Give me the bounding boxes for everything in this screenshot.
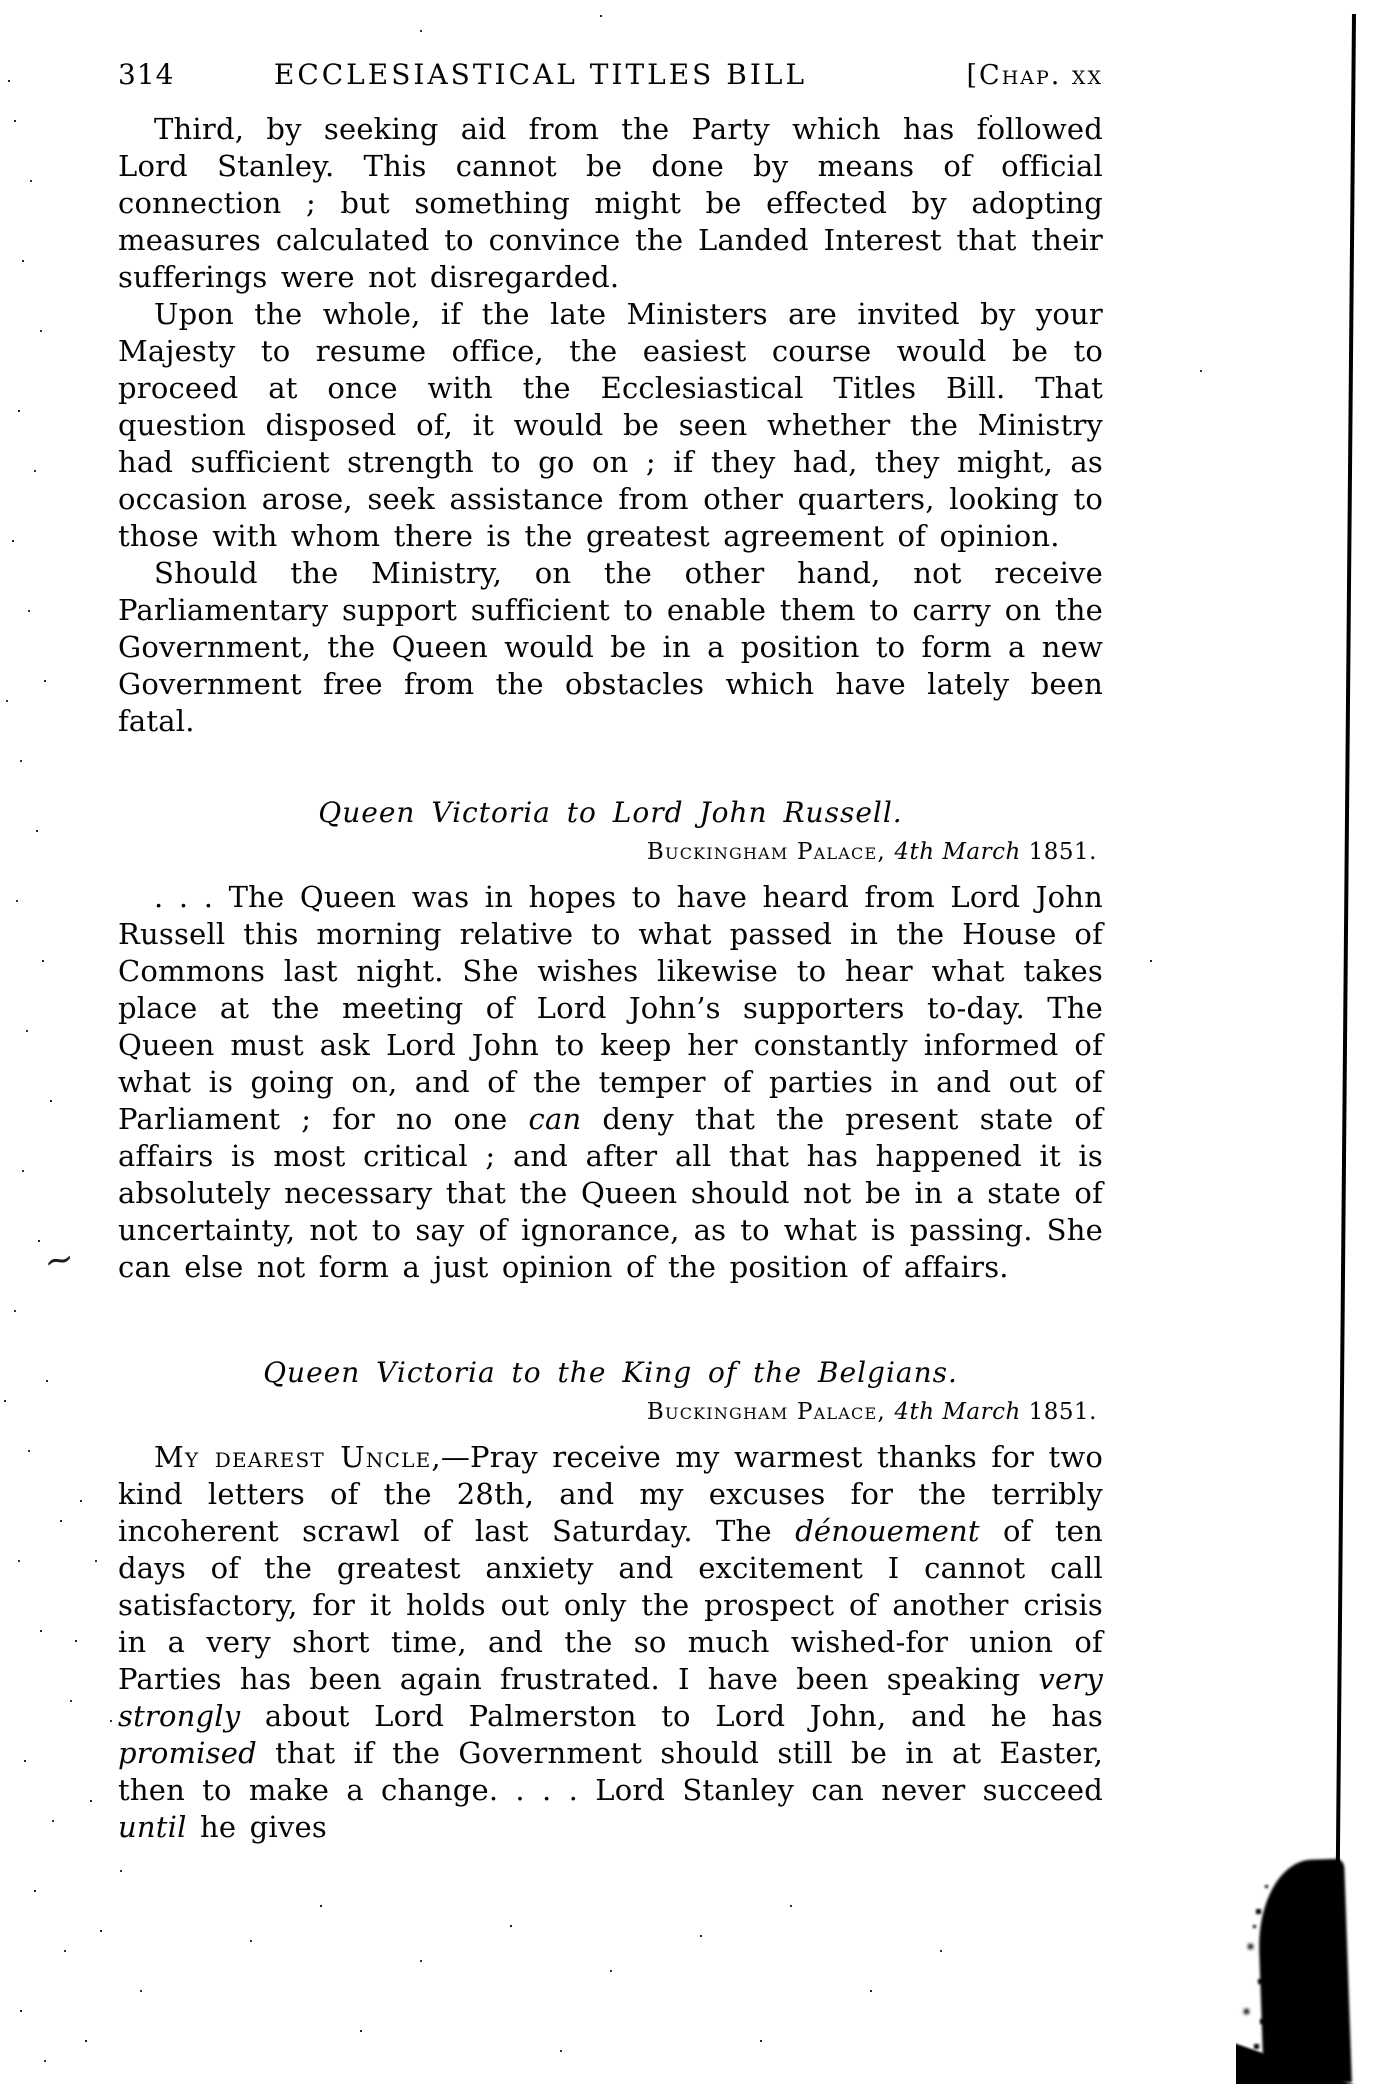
memo-paragraph-2: Upon the whole, if the late Ministers are invited by your Majesty to resume office, the easiest course would be to proceed at once with the Ecclesiastical Titles Bill. That question disposed of, it would be seen whether the Ministry had sufficient strength to go on ; if they had, they might, as occasion arose, seek assistance from other quarters, looking to those with whom there is the greatest agreement of opinion.: [118, 297, 1103, 553]
page-edge-line: [1334, 14, 1356, 2084]
scan-noise-speckles: [0, 0, 2, 2]
letter-body: My dearest Uncle,—Pray receive my warmest thanks for two kind letters of the 28th, and my excuses for the terribly incoherent scrawl of last Saturday. The dénouement of ten days of the greatest anxiety and excitement I cannot call satisfactory, for it holds out only the prospect of another crisis in a very short time, and the so much wished-for union of Parties has been again frustrated. I have been speaking very strongly about Lord Palmerston to Lord John, and he has promised that if the Government should still be in at Easter, then to make a change. . . . Lord Stanley can never succeed until he gives: [118, 1440, 1103, 1844]
letter-dateline: Buckingham Palace, 4th March 1851.: [646, 839, 1097, 865]
memo-paragraph-3: Should the Ministry, on the other hand, not receive Parliamentary support sufficient to enable them to carry on the Government, the Queen would be in a position to form a new Government free from the obstacles which have lately been fatal.: [118, 556, 1103, 738]
pen-mark: ∼: [40, 1237, 79, 1284]
page-content: [118, 58, 1103, 1846]
ink-blot-fringe: [1263, 1850, 1266, 1853]
letter-body: . . . The Queen was in hopes to have heard from Lord John Russell this morning relative to what passed in the House of Commons last night. She wishes likewise to hear what takes place at the meeting of Lord John’s supporters to-day. The Queen must ask Lord John to keep her constantly informed of what is going on, and of the temper of parties in and out of Parliament ; for no one can deny that the present state of affairs is most critical ; and after all that has happened it is absolutely necessary that the Queen should not be in a state of uncertainty, not to say of ignorance, as to what is passing. She can else not form a just opinion of the position of affairs.: [118, 880, 1103, 1284]
running-title: ECCLESIASTICAL TITLES BILL: [273, 58, 808, 91]
memo-paragraph-1: Third, by seeking aid from the Party which has followed Lord Stanley. This cannot be done by means of official connection ; but something might be effected by adopting measures calculated to convince the Landed Interest that their sufferings were not disregarded.: [118, 112, 1103, 294]
letter-heading: Queen Victoria to the King of the Belgians.: [263, 1356, 958, 1389]
chapter-label: [Chap. xx: [966, 60, 1103, 91]
page-header: [118, 58, 1103, 91]
letter-heading: Queen Victoria to Lord John Russell.: [318, 796, 903, 829]
page-number: 314: [118, 58, 175, 91]
letter-to-lord-john-russell: [118, 796, 1103, 1286]
letter-dateline: Buckingham Palace, 4th March 1851.: [646, 1399, 1097, 1425]
letter-to-king-of-belgians: [118, 1356, 1103, 1846]
ink-blot: [1236, 1850, 1356, 2084]
